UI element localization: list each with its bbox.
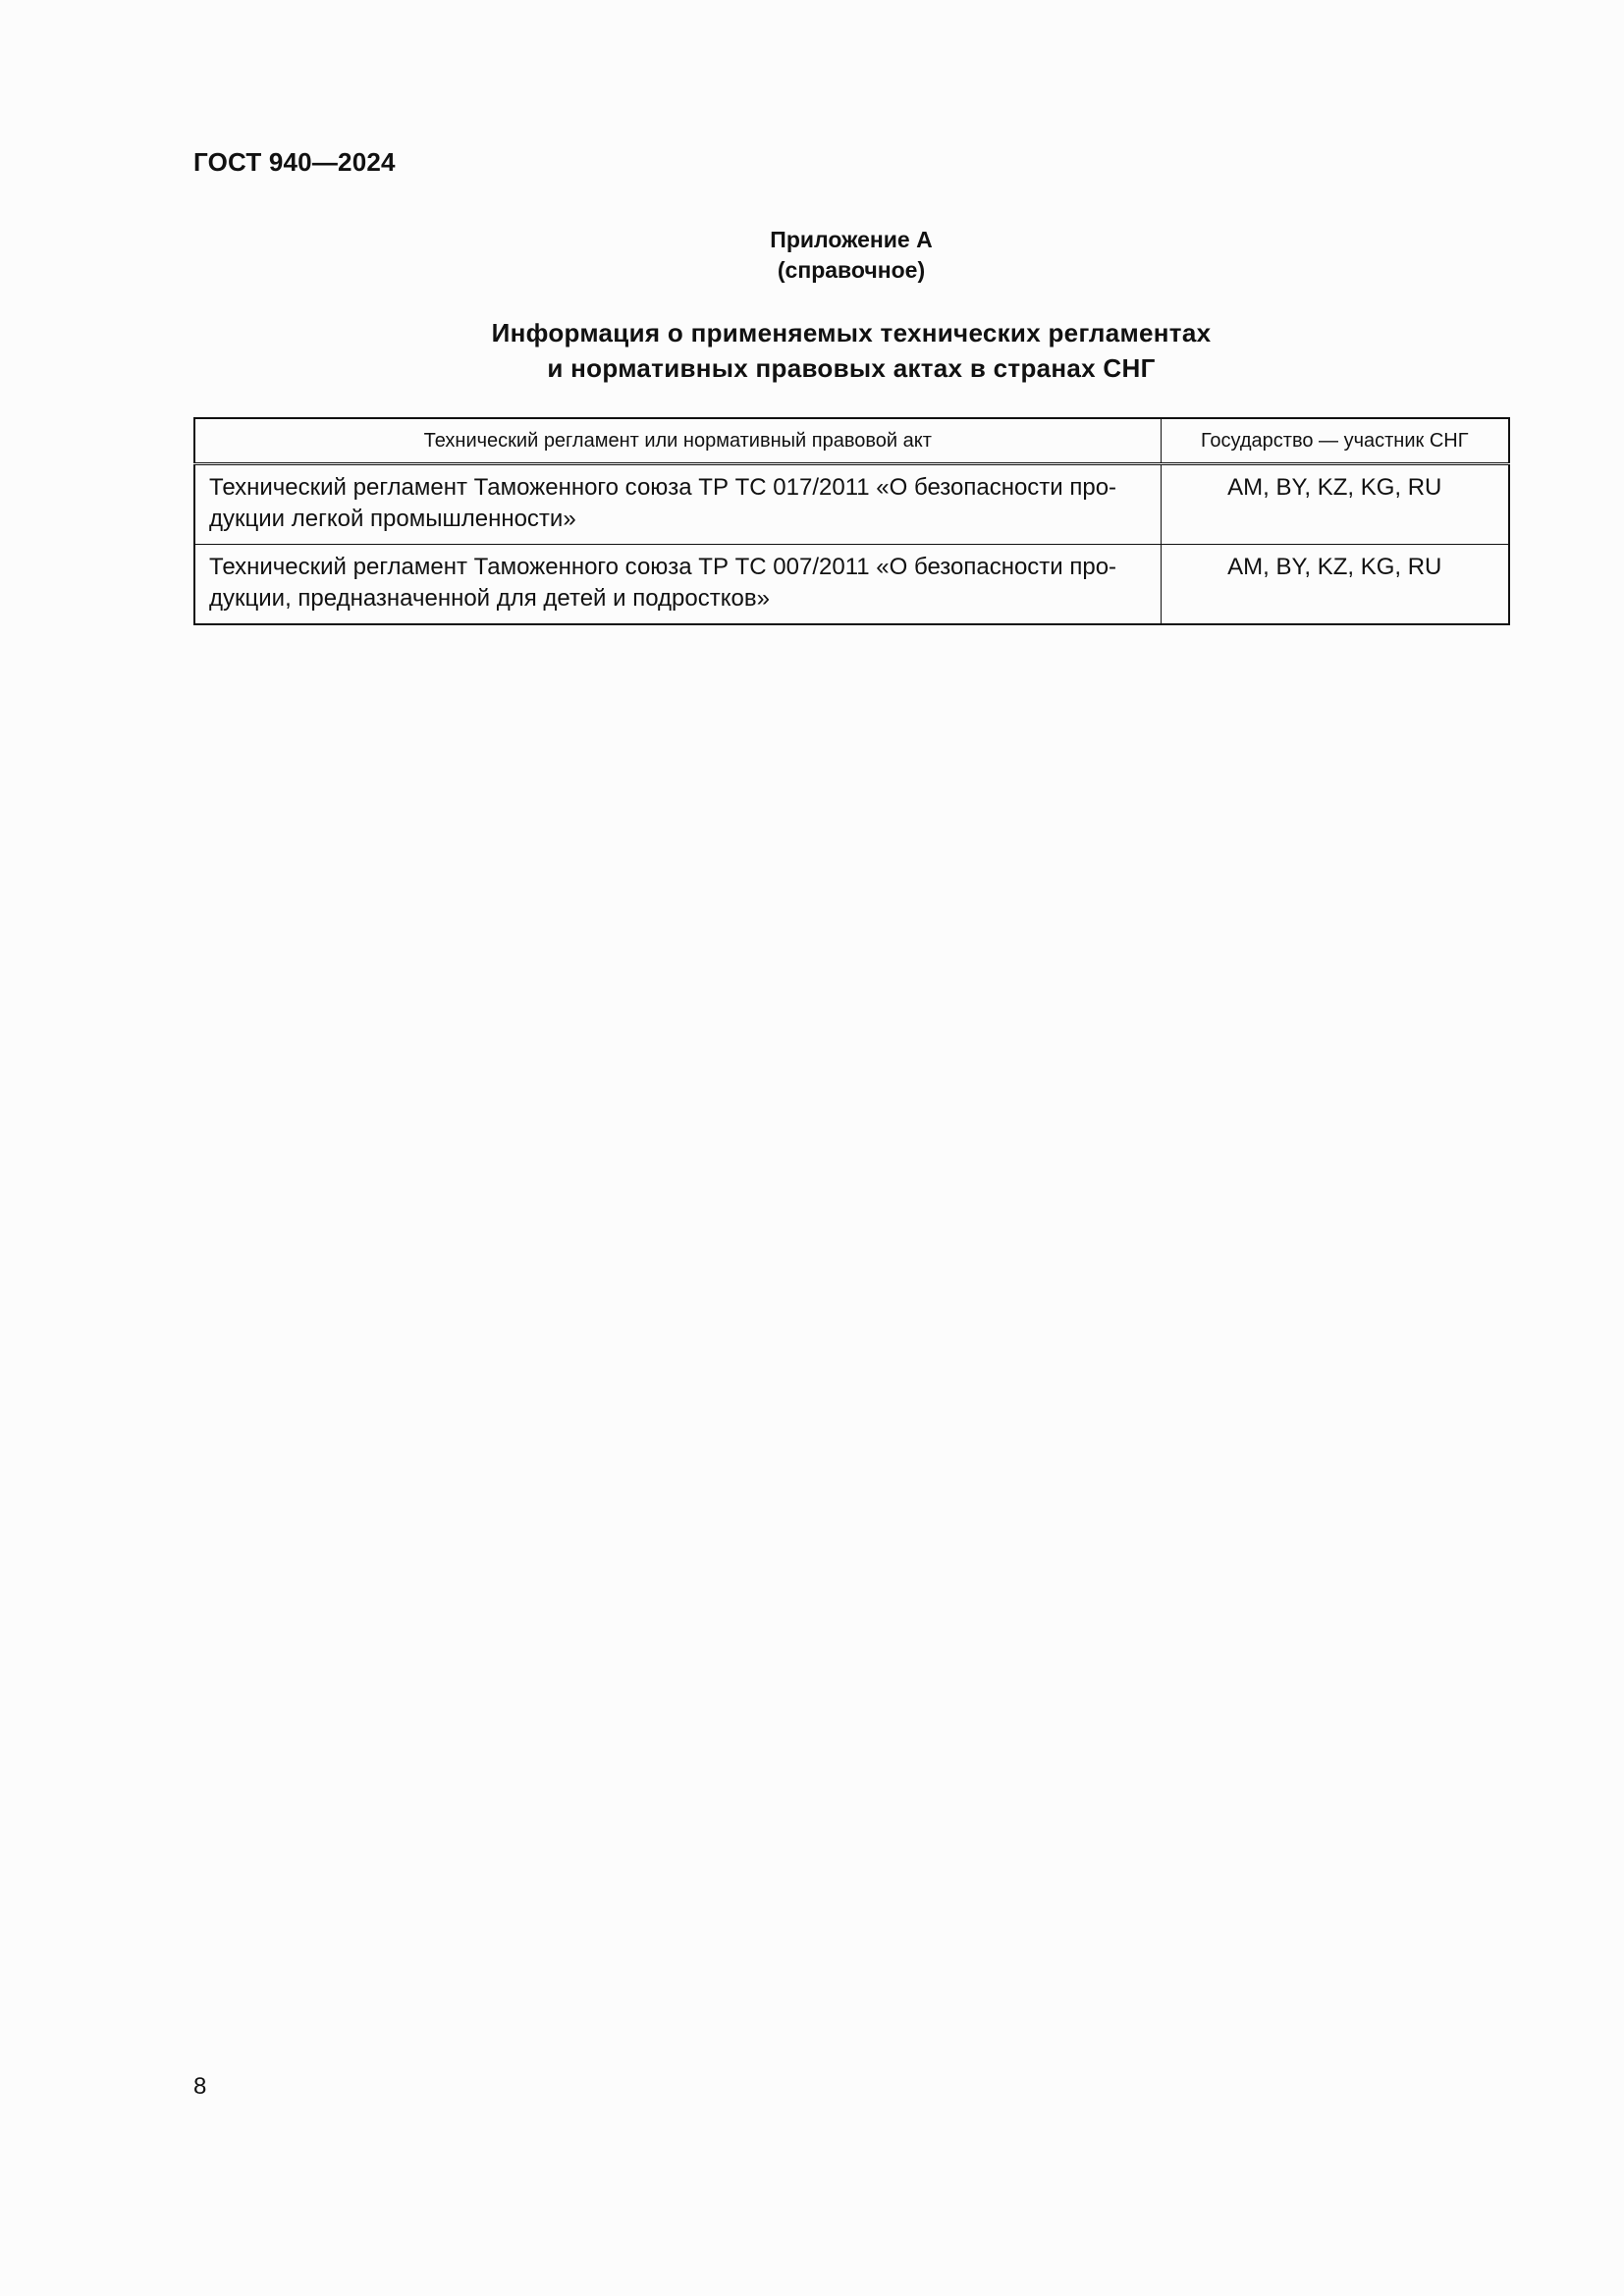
appendix-kind: (справочное) xyxy=(777,257,926,283)
document-code: ГОСТ 940—2024 xyxy=(193,147,396,177)
states-cell: AM, BY, KZ, KG, RU xyxy=(1161,464,1509,545)
act-cell: Технический регламент Таможенного союза ТР ТС 017/2011 «О безопасности про-дукции легкой промышленности» xyxy=(194,464,1161,545)
table-title-line-2: и нормативных правовых актах в странах СНГ xyxy=(547,353,1156,383)
appendix-heading xyxy=(0,225,1624,286)
appendix-title: Приложение А xyxy=(770,227,933,252)
table-title-line-1: Информация о применяемых технических регламентах xyxy=(491,318,1212,347)
table-title xyxy=(0,315,1624,386)
page-number: 8 xyxy=(193,2073,207,2100)
regulations-table xyxy=(193,417,1510,625)
column-header-states: Государство — участник СНГ xyxy=(1161,418,1509,464)
table-row xyxy=(194,464,1509,545)
table-header-row xyxy=(194,418,1509,464)
table-row xyxy=(194,545,1509,625)
states-cell: AM, BY, KZ, KG, RU xyxy=(1161,545,1509,625)
act-cell: Технический регламент Таможенного союза ТР ТС 007/2011 «О безопасности про-дукции, предназначенной для детей и подростков» xyxy=(194,545,1161,625)
column-header-act: Технический регламент или нормативный правовой акт xyxy=(194,418,1161,464)
